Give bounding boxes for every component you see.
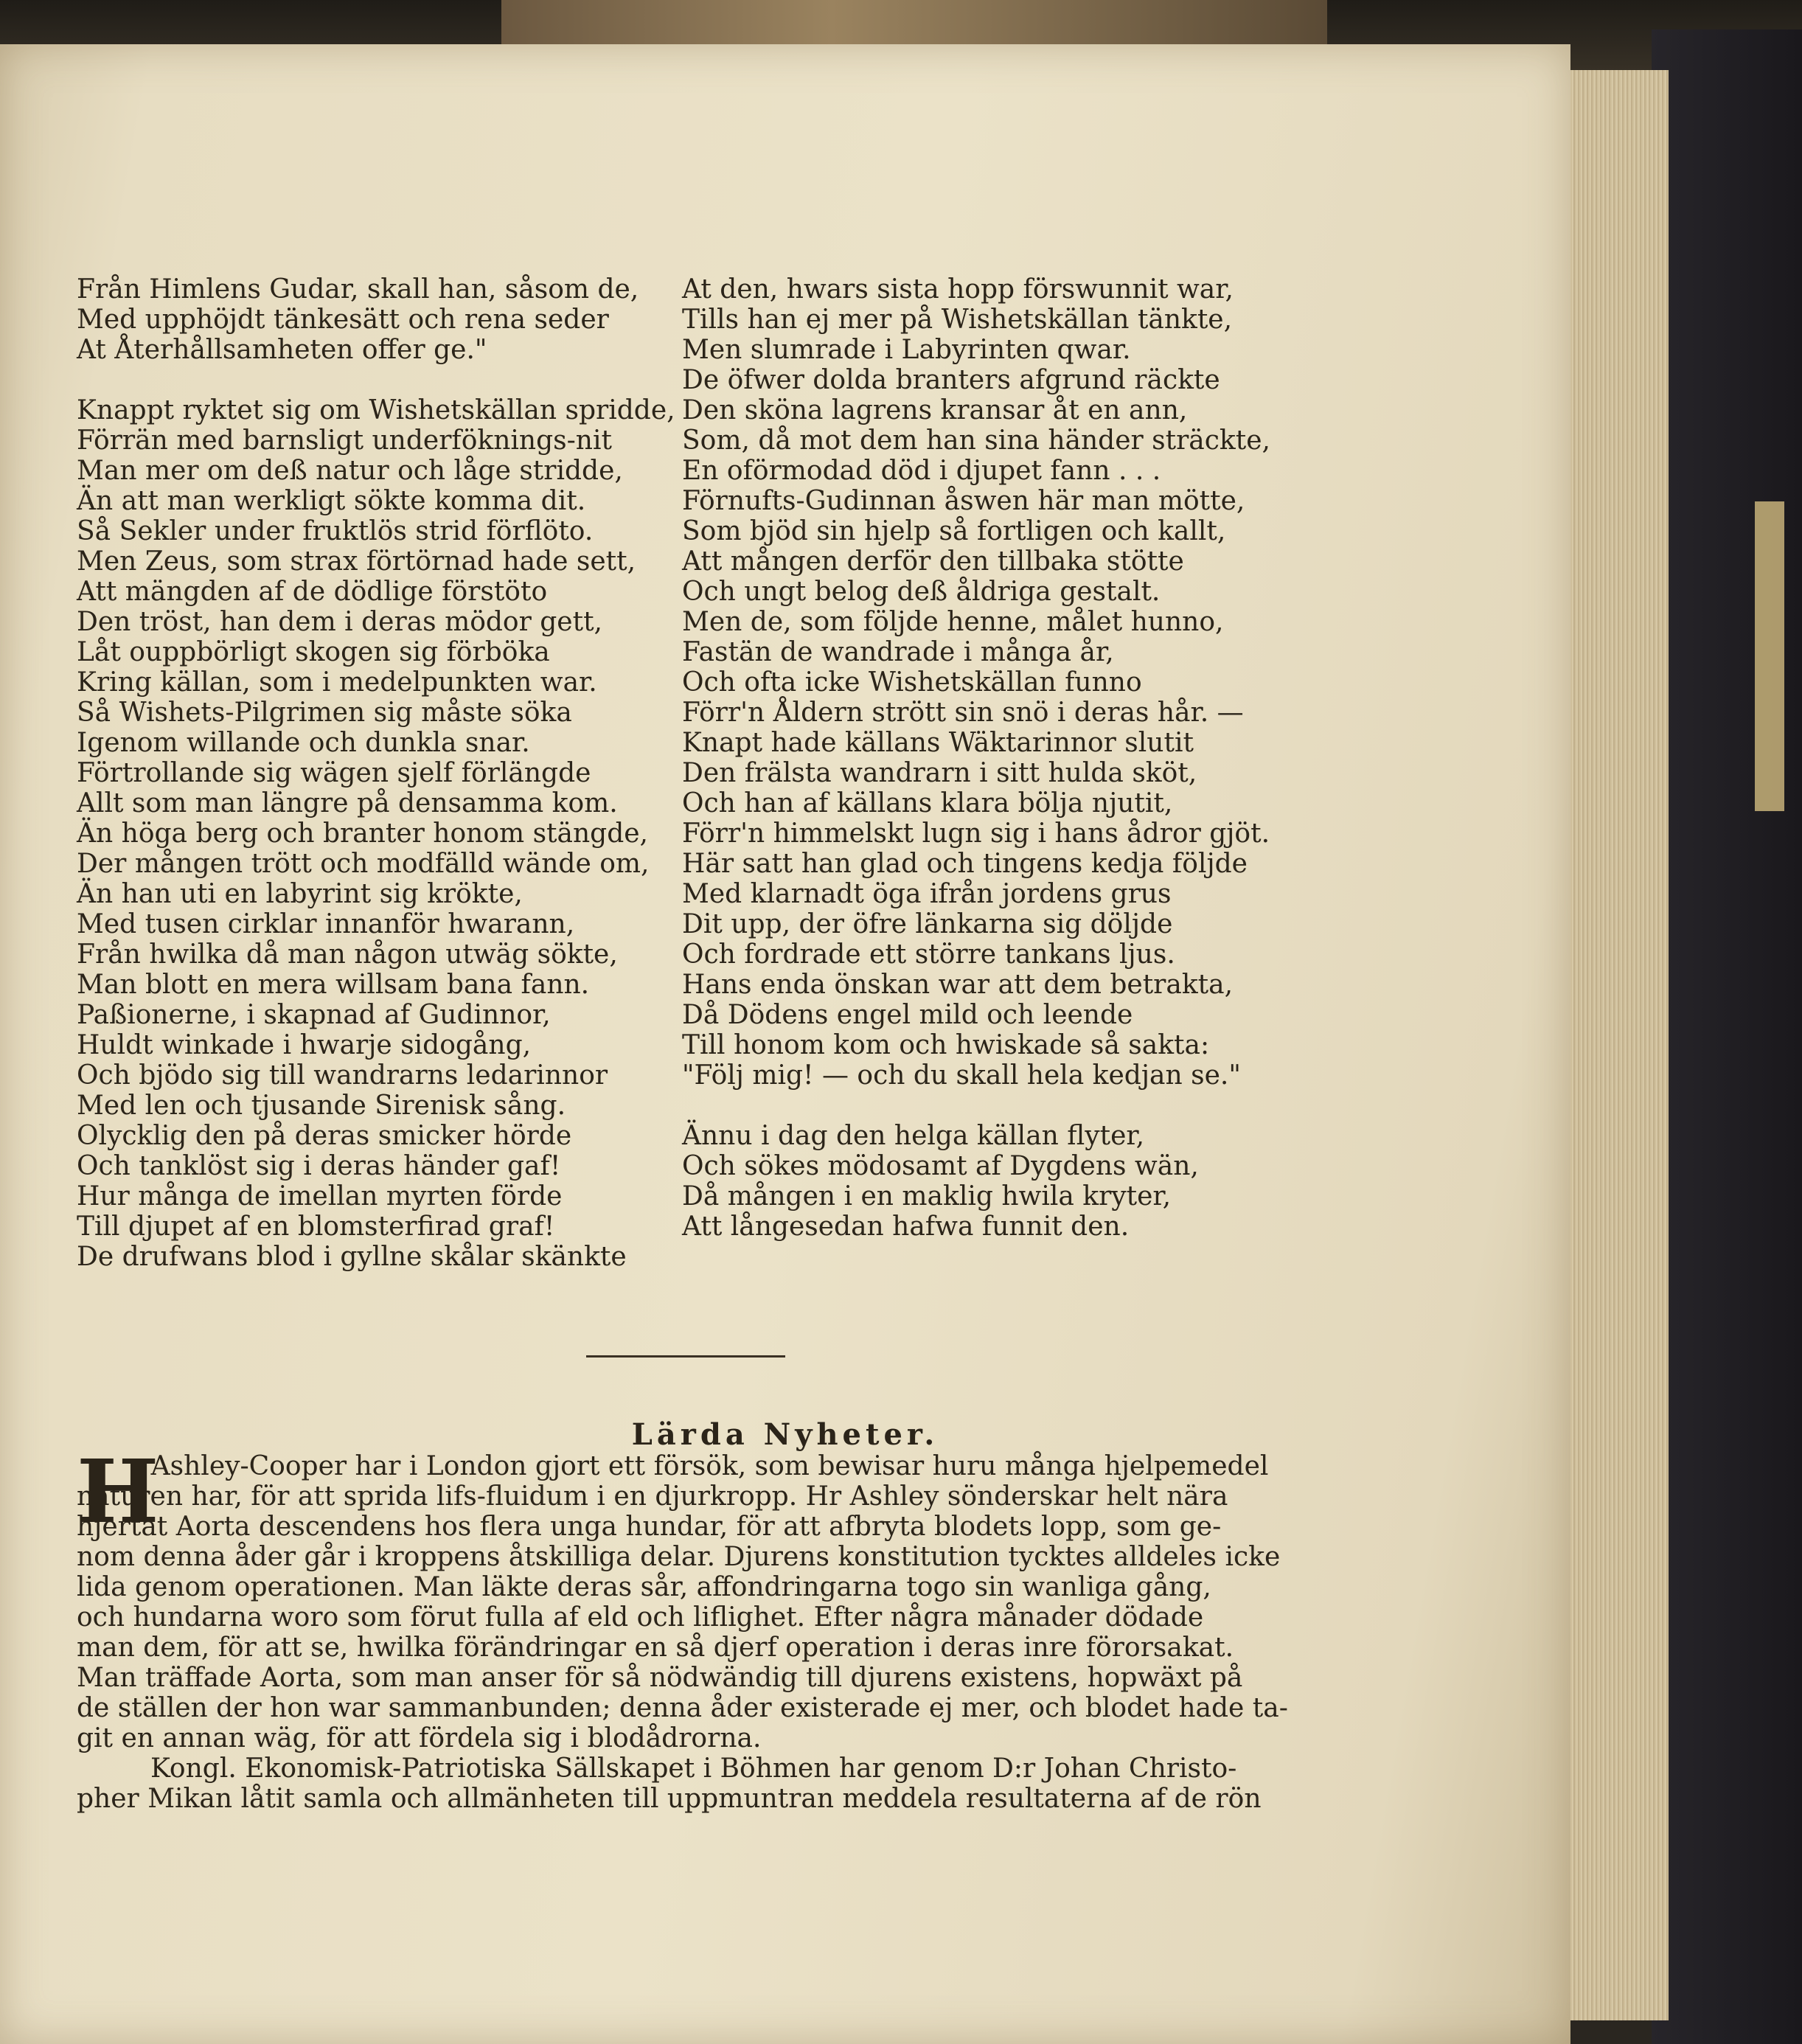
text-line: Med klarnadt öga ifrån jordens grus xyxy=(682,879,1172,909)
text-line: Att långesedan hafwa funnit den. xyxy=(682,1212,1130,1242)
text-line: Till honom kom och hwiskade så sakta: xyxy=(682,1030,1210,1060)
text-line: Än höga berg och branter honom stängde, xyxy=(77,818,649,849)
text-line: Der mången trött och modfälld wände om, xyxy=(77,849,650,879)
poem-right-column xyxy=(682,274,1287,1242)
text-line: Från Himlens Gudar, skall han, såsom de, xyxy=(77,274,639,305)
text-line: Hur många de imellan myrten förde xyxy=(77,1181,563,1212)
text-line xyxy=(77,365,689,395)
text-line: naturen har, för att sprida lifs-fluidum i en djurkropp. Hr Ashley sönderskar helt nära xyxy=(77,1481,1228,1512)
text-line: Med tusen cirklar innanför hwarann, xyxy=(77,909,575,939)
text-line: Så Wishets-Pilgrimen sig måste söka xyxy=(77,698,572,728)
spine-strip xyxy=(501,0,1327,44)
text-line: Dit upp, der öfre länkarna sig döljde xyxy=(682,909,1173,939)
text-line: Knapt hade källans Wäktarinnor slutit xyxy=(682,728,1194,758)
text-line: Och sökes mödosamt af Dygdens wän, xyxy=(682,1151,1199,1181)
text-line xyxy=(682,1091,1287,1121)
text-line: "Följ mig! — och du skall hela kedjan se." xyxy=(682,1060,1241,1091)
text-line: Från hwilka då man någon utwäg sökte, xyxy=(77,939,618,970)
text-line: Med upphöjdt tänkesätt och rena seder xyxy=(77,305,609,335)
text-line: At den, hwars sista hopp förswunnit war, xyxy=(682,274,1234,305)
text-line: Fastän de wandrade i många år, xyxy=(682,637,1114,667)
section-heading: Lärda Nyheter. xyxy=(631,1417,939,1452)
text-line: De öfwer dolda branters afgrund räckte xyxy=(682,365,1220,395)
text-line: At Återhållsamheten offer ge." xyxy=(77,335,487,365)
text-line: Då Dödens engel mild och leende xyxy=(682,1000,1133,1030)
text-line: Än han uti en labyrint sig krökte, xyxy=(77,879,523,909)
page xyxy=(0,44,1570,2044)
text-line: En oförmodad död i djupet fann . . . xyxy=(682,456,1161,486)
text-line: Man träffade Aorta, som man anser för så nödwändig till djurens existens, hopwäxt på xyxy=(77,1663,1243,1693)
text-line: pher Mikan låtit samla och allmänheten till uppmuntran meddela resultaterna af de rön xyxy=(77,1784,1262,1814)
text-line: De drufwans blod i gyllne skålar skänkte xyxy=(77,1242,627,1272)
text-line: Man blott en mera willsam bana fann. xyxy=(77,970,590,1000)
text-line: Olycklig den på deras smicker hörde xyxy=(77,1121,572,1151)
text-line: Men de, som följde henne, målet hunno, xyxy=(682,607,1224,637)
text-line: Den sköna lagrens kransar åt en ann, xyxy=(682,395,1188,425)
text-line: r Ashley-Cooper har i London gjort ett försök, som bewisar huru många hjelpemedel xyxy=(130,1451,1269,1481)
news-paragraph xyxy=(77,1440,1288,1814)
text-line: Och ofta icke Wishetskällan funno xyxy=(682,667,1142,698)
text-line: Den tröst, han dem i deras mödor gett, xyxy=(77,607,602,637)
text-line: Som bjöd sin hjelp så fortligen och kallt, xyxy=(682,516,1226,546)
text-line: Ännu i dag den helga källan flyter, xyxy=(682,1121,1145,1151)
text-line: de ställen der hon war sammanbunden; denna åder existerade ej mer, och blodet hade ta- xyxy=(77,1693,1288,1723)
text-line: Och fordrade ett större tankans ljus. xyxy=(682,939,1175,970)
text-line: git en annan wäg, för att fördela sig i blodådrorna. xyxy=(77,1723,762,1753)
text-line: Kongl. Ekonomisk-Patriotiska Sällskapet i Böhmen har genom D:r Johan Christo- xyxy=(150,1753,1237,1784)
text-line: Förnufts-Gudinnan åswen här man mötte, xyxy=(682,486,1245,516)
text-line: Till djupet af en blomsterfirad graf! xyxy=(77,1212,555,1242)
text-line: Paßionerne, i skapnad af Gudinnor, xyxy=(77,1000,551,1030)
text-line: hjertat Aorta descendens hos flera unga hundar, för att afbryta blodets lopp, som ge- xyxy=(77,1512,1222,1542)
text-line: Då mången i en maklig hwila kryter, xyxy=(682,1181,1172,1212)
text-line: Med len och tjusande Sirenisk sång. xyxy=(77,1091,566,1121)
text-line: nom denna åder går i kroppens åtskilliga delar. Djurens konstitution tycktes alldeles icke xyxy=(77,1542,1281,1572)
text-line: Och han af källans klara bölja njutit, xyxy=(682,788,1173,818)
text-line: Än att man werkligt sökte komma dit. xyxy=(77,486,586,516)
text-line: Men Zeus, som strax förtörnad hade sett, xyxy=(77,546,636,577)
text-line: Att mången derför den tillbaka stötte xyxy=(682,546,1184,577)
text-line: Förr'n himmelskt lugn sig i hans ådror gjöt. xyxy=(682,818,1270,849)
text-line: Tills han ej mer på Wishetskällan tänkte, xyxy=(682,305,1233,335)
text-line: Knappt ryktet sig om Wishetskällan spridde, xyxy=(77,395,675,425)
paragraph-lines xyxy=(77,1440,1288,1814)
text-line: Låt ouppbörligt skogen sig förböka xyxy=(77,637,550,667)
text-line: Och ungt belog deß åldriga gestalt. xyxy=(682,577,1161,607)
text-line: Så Sekler under fruktlös strid förflöto. xyxy=(77,516,594,546)
bookmark-tab xyxy=(1755,501,1784,811)
text-line: Hans enda önskan war att dem betrakta, xyxy=(682,970,1234,1000)
section-divider xyxy=(586,1355,785,1358)
poem-left-column xyxy=(77,274,689,1272)
drop-cap: H xyxy=(77,1440,159,1543)
text-line: Förr'n Åldern strött sin snö i deras hår. — xyxy=(682,698,1244,728)
text-line: Och bjödo sig till wandrarns ledarinnor xyxy=(77,1060,608,1091)
text-line: lida genom operationen. Man läkte deras sår, affondringarna togo sin wanliga gång, xyxy=(77,1572,1211,1602)
page-edges xyxy=(1556,70,1669,2020)
text-line: Man mer om deß natur och låge stridde, xyxy=(77,456,623,486)
text-line: Huldt winkade i hwarje sidogång, xyxy=(77,1030,532,1060)
text-line: Men slumrade i Labyrinten qwar. xyxy=(682,335,1131,365)
text-line: och hundarna woro som förut fulla af eld och liflighet. Efter några månader dödade xyxy=(77,1602,1204,1633)
text-line: Igenom willande och dunkla snar. xyxy=(77,728,530,758)
text-line: Som, då mot dem han sina händer sträckte, xyxy=(682,425,1270,456)
text-line: Förrän med barnsligt underföknings-nit xyxy=(77,425,612,456)
text-line: Den frälsta wandrarn i sitt hulda sköt, xyxy=(682,758,1197,788)
text-line: Och tanklöst sig i deras händer gaf! xyxy=(77,1151,561,1181)
text-line: Att mängden af de dödlige förstöto xyxy=(77,577,548,607)
text-line: man dem, för att se, hwilka förändringar en så djerf operation i deras inre förorsakat. xyxy=(77,1633,1234,1663)
text-line: Här satt han glad och tingens kedja följde xyxy=(682,849,1248,879)
text-line: Förtrollande sig wägen sjelf förlängde xyxy=(77,758,591,788)
book-cover-board xyxy=(1652,29,1802,2044)
text-line: Allt som man längre på densamma kom. xyxy=(77,788,618,818)
text-line: Kring källan, som i medelpunkten war. xyxy=(77,667,597,698)
